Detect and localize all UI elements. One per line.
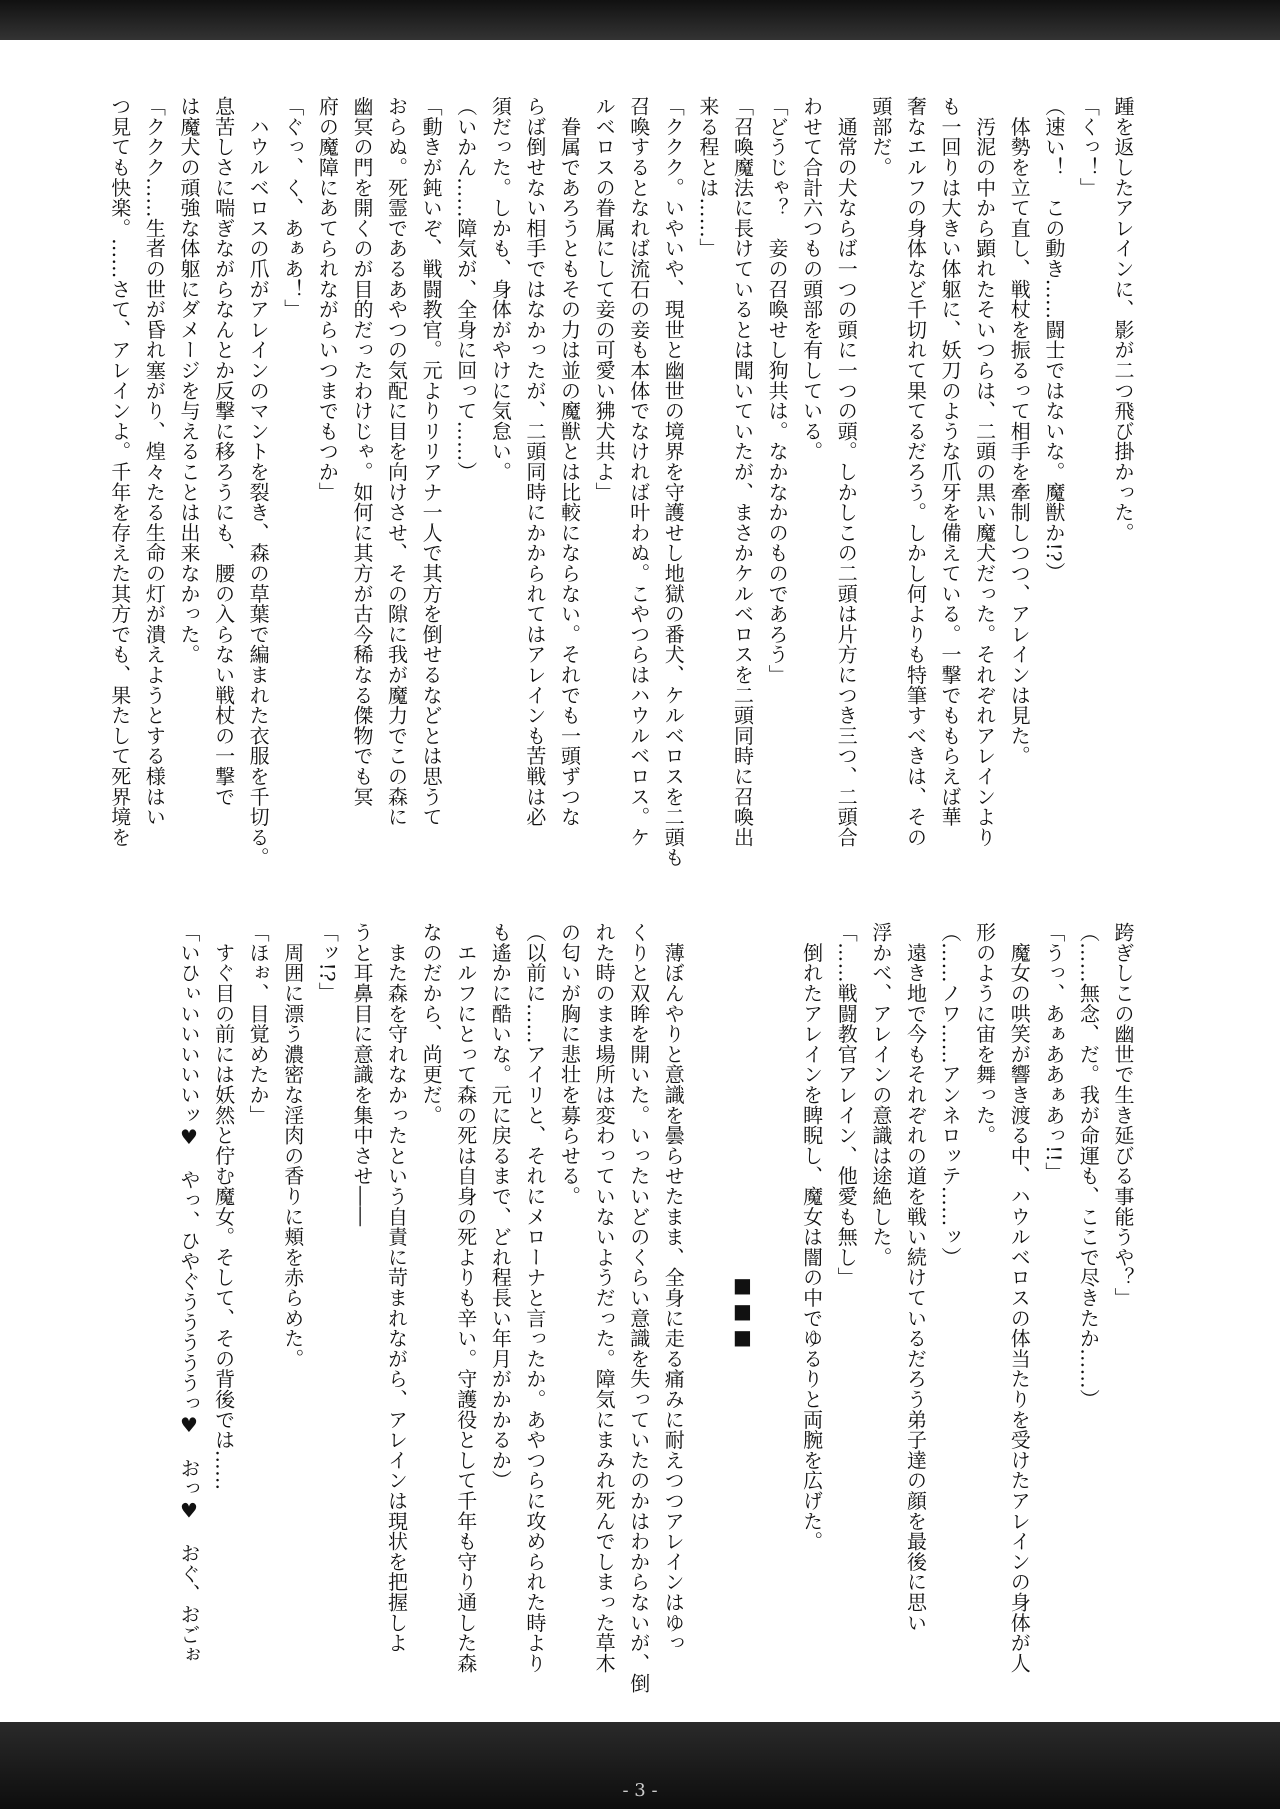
text-line: 幽冥の門を開くのが目的だったわけじゃ。如何に其方が古今稀なる傑物でも冥	[349, 96, 374, 807]
section-break: ■■■	[730, 1273, 755, 1351]
text-line: 府の魔障にあてられながらいつまでもつか」	[315, 96, 340, 502]
text-line: 「ククク……生者の世が昏れ塞がり、煌々たる生命の灯が潰えようとする様はい	[142, 96, 167, 827]
text-line: （……ノワ……アンネロッテ……ッ）	[938, 922, 963, 1268]
text-line: 眷属であろうともその力は並の魔獣とは比較にならない。それでも一頭ずつな	[557, 96, 582, 827]
text-block-lower	[171, 922, 1140, 1702]
text-line: （……無念、だ。我が命運も、ここで尽きたか……）	[1076, 922, 1101, 1410]
text-line: くりと双眸を開いた。いったいどのくらい意識を失っていたのかはわからないが、倒	[626, 922, 651, 1694]
text-line: も遙かに酷いな。元に戻るまで、どれ程長い年月がかかるか）	[488, 922, 513, 1491]
text-line: 召喚するとなれば流石の妾も本体でなければ叶わぬ。こやつらはハウルベロス。ケ	[626, 96, 651, 848]
text-line: 体勢を立て直し、戦杖を振るって相手を牽制しつつ、アレインは見た。	[1007, 96, 1032, 766]
text-line: 息苦しさに喘ぎながらなんとか反撃に移ろうにも、腰の入らない戦杖の一撃で	[211, 96, 236, 807]
text-line: 「動きが鈍いぞ、戦闘教官。元よりリリアナ一人で其方を倒せるなどとは思うて	[419, 96, 444, 827]
text-line: エルフにとって森の死は自身の死よりも辛い。守護役として千年も守り通した森	[453, 922, 478, 1674]
text-line: 浮かべ、アレインの意識は途絶した。	[868, 922, 893, 1268]
text-line: 薄ぼんやりと意識を曇らせたまま、全身に走る痛みに耐えつつアレインはゆっ	[661, 922, 686, 1653]
text-line: 踵を返したアレインに、影が二つ飛び掛かった。	[1111, 96, 1135, 543]
text-line: 奢なエルフの身体など千切れて果てるだろう。しかし何よりも特筆すべきは、その	[903, 96, 928, 848]
text-line: うと耳鼻目に意識を集中させ――	[349, 922, 374, 1227]
text-line: 倒れたアレインを睥睨し、魔女は闇の中でゆるりと両腕を広げた。	[799, 922, 824, 1552]
text-line: 「ッ!?」	[315, 922, 340, 1003]
text-line: の匂いが胸に悲壮を募らせる。	[557, 922, 582, 1207]
page-number: - 3 -	[622, 1780, 658, 1801]
text-line: 「うっ、あぁああぁあっ!!」	[1041, 922, 1066, 1183]
text-line: なのだから、尚更だ。	[419, 922, 444, 1125]
text-line: 周囲に漂う濃密な淫肉の香りに頬を赤らめた。	[280, 922, 305, 1369]
text-line: らば倒せない相手ではなかったが、二頭同時にかかられてはアレインも苦戦は必	[522, 96, 547, 827]
text-line: 遠き地で今もそれぞれの道を戦い続けているだろう弟子達の顔を最後に思い	[903, 922, 928, 1633]
text-line	[759, 922, 794, 1702]
text-line: も一回りは大きい体躯に、妖刀のような爪牙を備えている。一撃でももらえば華	[938, 96, 963, 827]
text-line: 「召喚魔法に長けているとは聞いていたが、まさかケルベロスを二頭同時に召喚出	[730, 96, 755, 848]
text-line: 汚泥の中から顕れたそいつらは、二頭の黒い魔犬だった。それぞれアレインより	[972, 96, 997, 848]
text-line: わせて合計六つもの頭部を有している。	[799, 96, 824, 462]
text-line: つ見ても快楽。……さて、アレインよ。千年を存えた其方でも、果たして死界境を	[107, 96, 132, 848]
text-line: れた時のまま場所は変わっていないようだった。障気にまみれ死んでしまった草木	[592, 922, 617, 1674]
text-line: 「ククク。いやいや、現世と幽世の境界を守護せし地獄の番犬、ケルベロスを二頭も	[661, 96, 686, 868]
text-line: 須だった。しかも、身体がやけに気怠い。	[488, 96, 513, 482]
text-line: 跨ぎしこの幽世で生き延びる事能うや？」	[1111, 922, 1135, 1308]
text-line: 魔女の哄笑が響き渡る中、ハウルベロスの体当たりを受けたアレインの身体が人	[1007, 922, 1032, 1674]
text-line: 通常の犬ならば一つの頭に一つの頭。しかしこの二頭は片方につき三つ、二頭合	[834, 96, 859, 848]
text-line: 「くっ！」	[1076, 96, 1101, 198]
text-line: ルベロスの眷属にして妾の可愛い狒犬共よ」	[592, 96, 617, 502]
text-line: 「……戦闘教官アレイン、他愛も無し」	[834, 922, 859, 1288]
text-line: 形のように宙を舞った。	[972, 922, 997, 1146]
text-line: また森を守れなかったという自責に苛まれながら、アレインは現状を把握しよ	[384, 922, 409, 1653]
text-line: 「どうじゃ？ 妾の召喚せし狗共は。なかなかのものであろう」	[765, 96, 790, 685]
text-line: 「ほぉ、目覚めたか」	[246, 922, 271, 1125]
scan-border-top	[0, 0, 1280, 40]
text-line: 来る程とは……」	[695, 96, 720, 259]
text-line: 「いひぃいいいいいッ♥ やっ、ひやぐうううううっ♥ おっ♥ おぐ、おごぉ	[176, 922, 201, 1665]
text-line: ハウルベロスの爪がアレインのマントを裂き、森の草葉で編まれた衣服を千切る。	[246, 96, 271, 868]
text-line: （以前に……アイリと、それにメローナと言ったか。あやつらに攻められた時より	[522, 922, 547, 1674]
text-line: （いかん……障気が、全身に回って……）	[453, 96, 478, 482]
text-line: 「ぐっ、く、あぁあ！」	[280, 96, 305, 320]
text-line: おらぬ。死霊であるあやつの気配に目を向けさせ、その隙に我が魔力でこの森に	[384, 96, 409, 827]
text-line	[690, 922, 725, 1702]
text-line: （速い！ この動き……闘士ではないな。魔獣か!?）	[1041, 96, 1066, 583]
text-line: は魔犬の頑強な体躯にダメージを与えることは出来なかった。	[176, 96, 201, 665]
text-block-upper	[102, 96, 1140, 868]
text-line: 頭部だ。	[868, 96, 893, 178]
text-line: すぐ目の前には妖然と佇む魔女。そして、その背後では……	[211, 922, 236, 1491]
